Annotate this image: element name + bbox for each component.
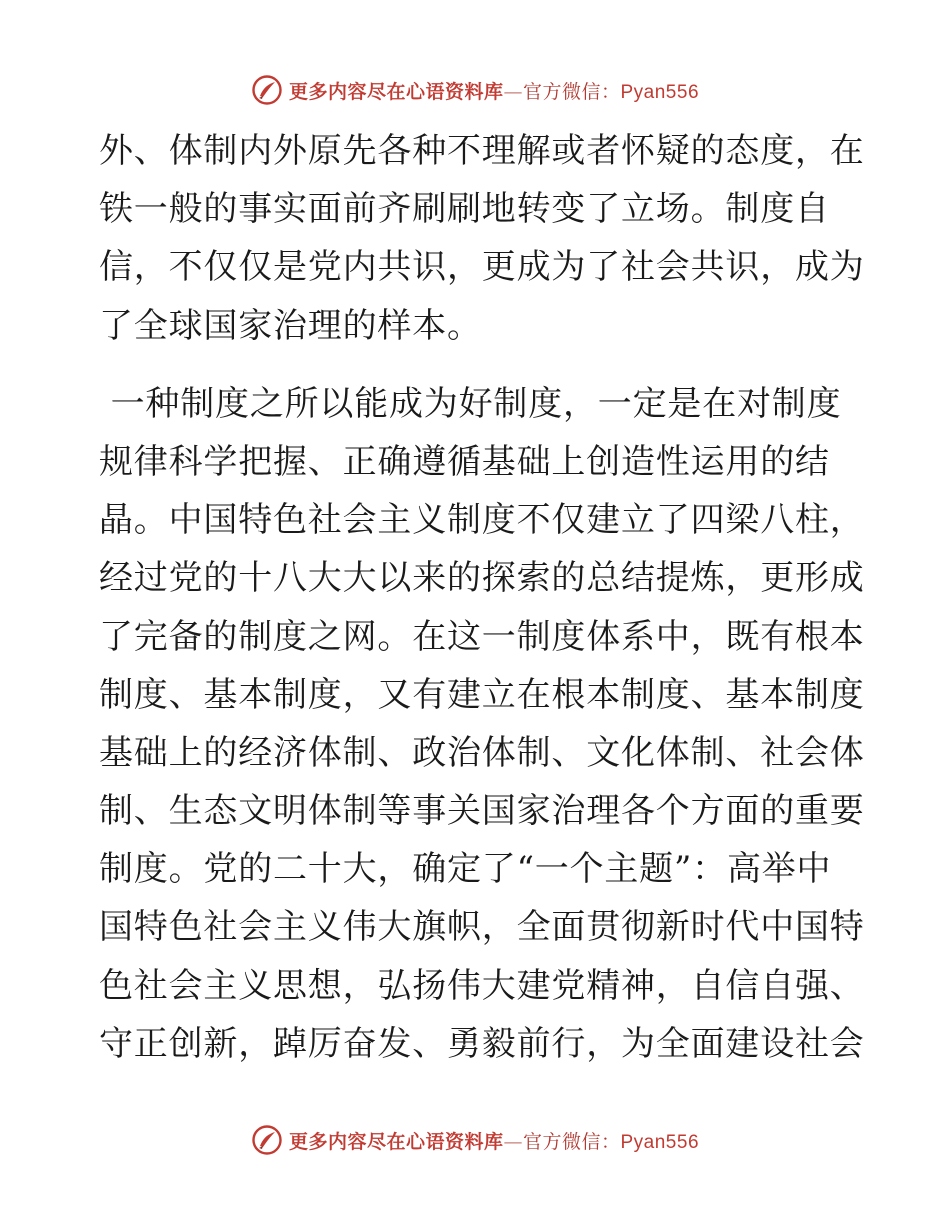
text-line: 色社会主义思想，弘扬伟大建党精神，自信自强、 — [99, 965, 865, 1006]
text-line: 基础上的经济体制、政治体制、文化体制、社会体 — [99, 732, 865, 773]
text-line: 制、生态文明体制等事关国家治理各个方面的重要 — [99, 791, 865, 832]
text-line: 了完备的制度之网。在这一制度体系中，既有根本 — [99, 616, 865, 657]
paragraph-1 — [99, 122, 865, 355]
paragraph-2 — [99, 375, 865, 1073]
document-body — [99, 122, 865, 1073]
brush-pen-logo-icon — [251, 1124, 283, 1156]
text-line: 信，不仅仅是党内共识，更成为了社会共识，成为 — [99, 247, 865, 288]
text-line: 外、体制内外原先各种不理解或者怀疑的态度，在 — [99, 131, 865, 171]
text-line: 一种制度之所以能成为好制度，一定是在对制度 — [99, 383, 842, 424]
banner-dash: — — [503, 1130, 523, 1153]
banner-wechat-label: 官方微信： — [522, 80, 621, 103]
text-line: 了全球国家治理的样本。 — [99, 305, 482, 346]
banner-library-text: 更多内容尽在心语资料库 — [288, 80, 504, 103]
banner-wechat-id: Pyan556 — [620, 81, 700, 103]
text-line: 经过党的十八大大以来的探索的总结提炼，更形成 — [99, 558, 865, 599]
text-line: 规律科学把握、正确遵循基础上创造性运用的结 — [99, 441, 830, 482]
banner-wechat-label: 官方微信： — [522, 1130, 621, 1153]
text-line: 铁一般的事实面前齐刷刷地转变了立场。制度自 — [99, 189, 830, 230]
paragraph-spacer — [99, 355, 851, 375]
text-line: 守正创新，踔厉奋发、勇毅前行，为全面建设社会 — [99, 1023, 865, 1064]
text-line: 晶。中国特色社会主义制度不仅建立了四梁八柱， — [99, 500, 865, 541]
header-watermark-banner — [0, 70, 950, 110]
text-line: 制度、基本制度，又有建立在根本制度、基本制度 — [99, 674, 865, 715]
footer-watermark-banner — [0, 1120, 950, 1160]
text-line: 国特色社会主义伟大旗帜，全面贯彻新时代中国特 — [99, 907, 865, 948]
banner-dash: — — [503, 80, 523, 103]
banner-library-text: 更多内容尽在心语资料库 — [288, 1130, 504, 1153]
banner-wechat-id: Pyan556 — [620, 1131, 700, 1153]
brush-pen-logo-icon — [251, 74, 283, 106]
text-line: 制度。党的二十大，确定了“一个主题”：高举中 — [99, 849, 832, 890]
